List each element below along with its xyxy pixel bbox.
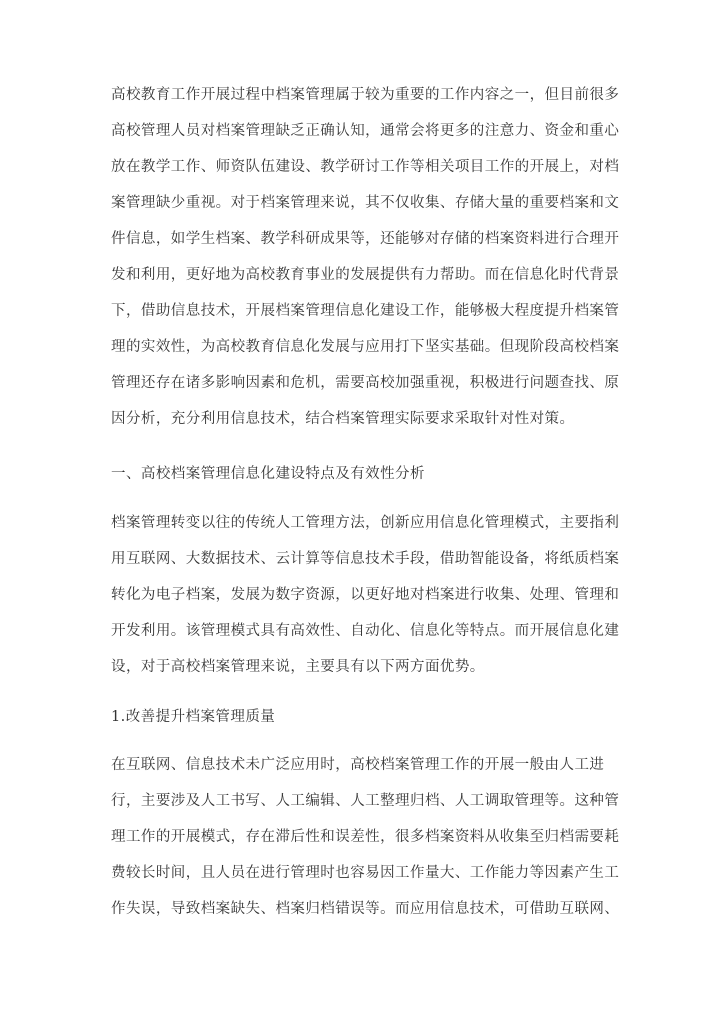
text-line: 案管理缺少重视。对于档案管理来说，其不仅收集、存储大量的重要档案和文 [111,195,620,211]
text-line: 设，对于高校档案管理来说，主要具有以下两方面优势。 [111,659,485,675]
text-line: 档案管理转变以往的传统人工管理方法，创新应用信息化管理模式，主要指利 [111,515,620,531]
text-line: 下，借助信息技术，开展档案管理信息化建设工作，能够极大程度提升档案管 [111,303,620,319]
text-line: 理的实效性，为高校教育信息化发展与应用打下坚实基础。但现阶段高校档案 [111,339,620,355]
text-line: 在互联网、信息技术未广泛应用时，高校档案管理工作的开展一般由人工进 [111,757,605,773]
text-line: 发和利用，更好地为高校教育事业的发展提供有力帮助。而在信息化时代背景 [111,267,620,283]
subsection-heading: 1.改善提升档案管理质量 [111,709,276,725]
text-line: 理工作的开展模式，存在滞后性和误差性，很多档案资料从收集至归档需要耗 [111,829,620,845]
text-line: 因分析，充分利用信息技术，结合档案管理实际要求采取针对性对策。 [111,411,575,427]
text-line: 用互联网、大数据技术、云计算等信息技术手段，借助智能设备，将纸质档案 [111,551,620,567]
text-line: 高校教育工作开展过程中档案管理属于较为重要的工作内容之一，但目前很多 [111,87,620,103]
text-line: 放在教学工作、师资队伍建设、教学研讨工作等相关项目工作的开展上，对档 [111,159,620,175]
text-line: 开发利用。该管理模式具有高效性、自动化、信息化等特点。而开展信息化建 [111,623,620,639]
text-line: 高校管理人员对档案管理缺乏正确认知，通常会将更多的注意力、资金和重心 [111,123,620,139]
section-heading: 一、高校档案管理信息化建设特点及有效性分析 [111,466,425,482]
text-line: 管理还存在诸多影响因素和危机，需要高校加强重视，积极进行问题查找、原 [111,375,620,391]
text-line: 作失误，导致档案缺失、档案归档错误等。而应用信息技术，可借助互联网、 [111,901,620,917]
text-line: 行，主要涉及人工书写、人工编辑、人工整理归档、人工调取管理等。这种管 [111,793,620,809]
text-line: 件信息，如学生档案、教学科研成果等，还能够对存储的档案资料进行合理开 [111,231,620,247]
text-line: 转化为电子档案，发展为数字资源，以更好地对档案进行收集、处理、管理和 [111,587,620,603]
text-line: 费较长时间，且人员在进行管理时也容易因工作量大、工作能力等因素产生工 [111,865,620,881]
